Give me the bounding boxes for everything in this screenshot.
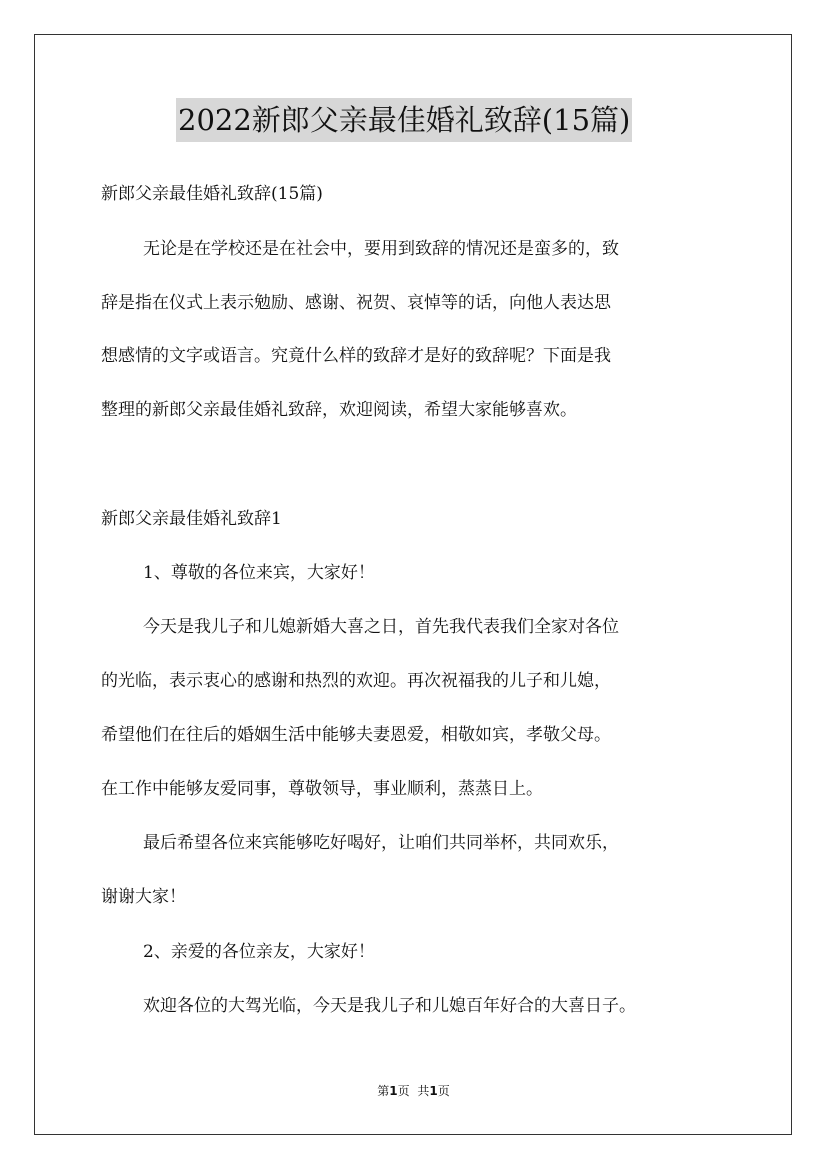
intro-line: 整理的新郎父亲最佳婚礼致辞，欢迎阅读，希望大家能够喜欢。	[101, 400, 577, 420]
document-title: 2022新郎父亲最佳婚礼致辞(15篇)	[176, 98, 632, 142]
intro-line: 无论是在学校还是在社会中，要用到致辞的情况还是蛮多的，致	[143, 239, 619, 259]
total-label-prefix: 共	[417, 1084, 430, 1098]
page-label-prefix: 第	[377, 1084, 390, 1098]
document-subtitle: 新郎父亲最佳婚礼致辞(15篇)	[101, 184, 323, 204]
page-label-suffix: 页	[397, 1084, 410, 1098]
page-footer	[0, 1082, 827, 1099]
body-line: 希望他们在往后的婚姻生活中能够夫妻恩爱，相敬如宾，孝敬父母。	[101, 725, 611, 745]
total-pages: 1	[429, 1084, 438, 1098]
body-line: 欢迎各位的大驾光临，今天是我儿子和儿媳百年好合的大喜日子。	[143, 996, 636, 1016]
body-line: 今天是我儿子和儿媳新婚大喜之日，首先我代表我们全家对各位	[143, 617, 619, 637]
body-line: 1、尊敬的各位来宾，大家好！	[143, 563, 375, 583]
body-line: 的光临，表示衷心的感谢和热烈的欢迎。再次祝福我的儿子和儿媳，	[101, 671, 611, 691]
total-label-suffix: 页	[437, 1084, 450, 1098]
body-line: 2、亲爱的各位亲友，大家好！	[143, 942, 375, 962]
body-line: 在工作中能够友爱同事，尊敬领导，事业顺利，蒸蒸日上。	[101, 779, 543, 799]
body-line: 谢谢大家！	[101, 887, 186, 907]
intro-line: 辞是指在仪式上表示勉励、感谢、祝贺、哀悼等的话，向他人表达思	[101, 293, 611, 313]
intro-line: 想感情的文字或语言。究竟什么样的致辞才是好的致辞呢？下面是我	[101, 346, 611, 366]
page-number: 1	[389, 1084, 398, 1098]
body-line: 最后希望各位来宾能够吃好喝好，让咱们共同举杯，共同欢乐，	[143, 833, 619, 853]
section-heading: 新郎父亲最佳婚礼致辞1	[101, 509, 282, 529]
